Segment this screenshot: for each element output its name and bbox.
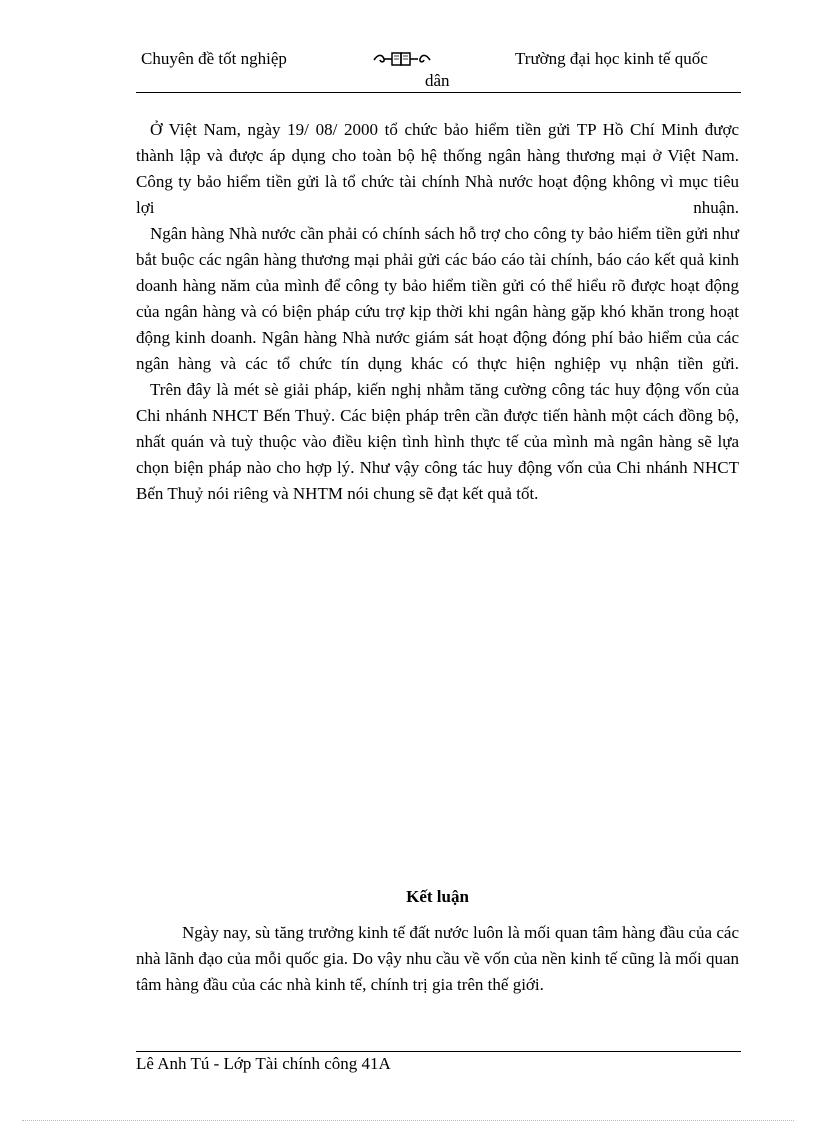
conclusion-paragraph: Ngày nay, sù tăng trưởng kinh tế đất nước luôn là mối quan tâm hàng đầu của các nhà lãnh đạo của mỗi quốc gia. Do vậy nhu cầu về vốn của nền kinh tế cũng là mối quan tâm hàng đầu của các nhà kinh tế, chính trị gia trên thế giới.	[136, 923, 739, 994]
paragraph-3: Trên đây là mét sè giải pháp, kiến nghị nhằm tăng cường công tác huy động vốn của Chi nhánh NHCT Bến Thuỷ. Các biện pháp trên cần được tiến hành một cách đồng bộ, nhất quán và tuỳ thuộc vào điều kiện tình hình thực tế của mình mà ngân hàng sẽ lựa chọn biện pháp nào cho hợp lý. Như vậy công tác huy động vốn của Chi nhánh NHCT Bến Thuỷ nói riêng và NHTM nói chung sẽ đạt kết quả tốt.	[136, 380, 739, 503]
paragraph-2: Ngân hàng Nhà nước cần phải có chính sách hỗ trợ cho công ty bảo hiểm tiền gửi như bắt buộc các ngân hàng thương mại phải gửi các báo cáo tài chính, báo cáo kết quả kinh doanh hàng năm của mình để công ty bảo hiểm tiền gửi có thể hiểu rõ được hoạt động của ngân hàng và có biện pháp cứu trợ kịp thời khi ngân hàng gặp khó khăn trong hoạt động kinh doanh. Ngân hàng Nhà nước giám sát hoạt động đóng phí bảo hiểm của các ngân hàng và các tổ chức tín dụng khác có thực hiện nghiệp vụ nhận tiền gửi.	[136, 224, 739, 373]
page-bottom-border	[22, 1120, 794, 1121]
book-ornament-icon	[372, 50, 432, 68]
header-divider	[136, 92, 741, 93]
body-text	[136, 117, 739, 507]
footer-author: Lê Anh Tú - Lớp Tài chính công 41A	[136, 1054, 391, 1073]
conclusion-text-block	[136, 920, 739, 998]
conclusion-heading: Kết luận	[406, 887, 469, 906]
header-left-title: Chuyên đề tốt nghiệp	[141, 49, 287, 68]
footer-divider	[136, 1051, 741, 1052]
paragraph-1: Ở Việt Nam, ngày 19/ 08/ 2000 tổ chức bảo hiểm tiền gửi TP Hồ Chí Minh được thành lập và được áp dụng cho toàn bộ hệ thống ngân hàng thương mại ở Việt Nam. Công ty bảo hiểm tiền gửi là tổ chức tài chính Nhà nước hoạt động không vì mục tiêu lợi nhuận.	[136, 120, 739, 217]
header-right-title-wrap: dân	[425, 71, 450, 90]
header-right-title: Trường đại học kinh tế quốc	[515, 49, 708, 68]
